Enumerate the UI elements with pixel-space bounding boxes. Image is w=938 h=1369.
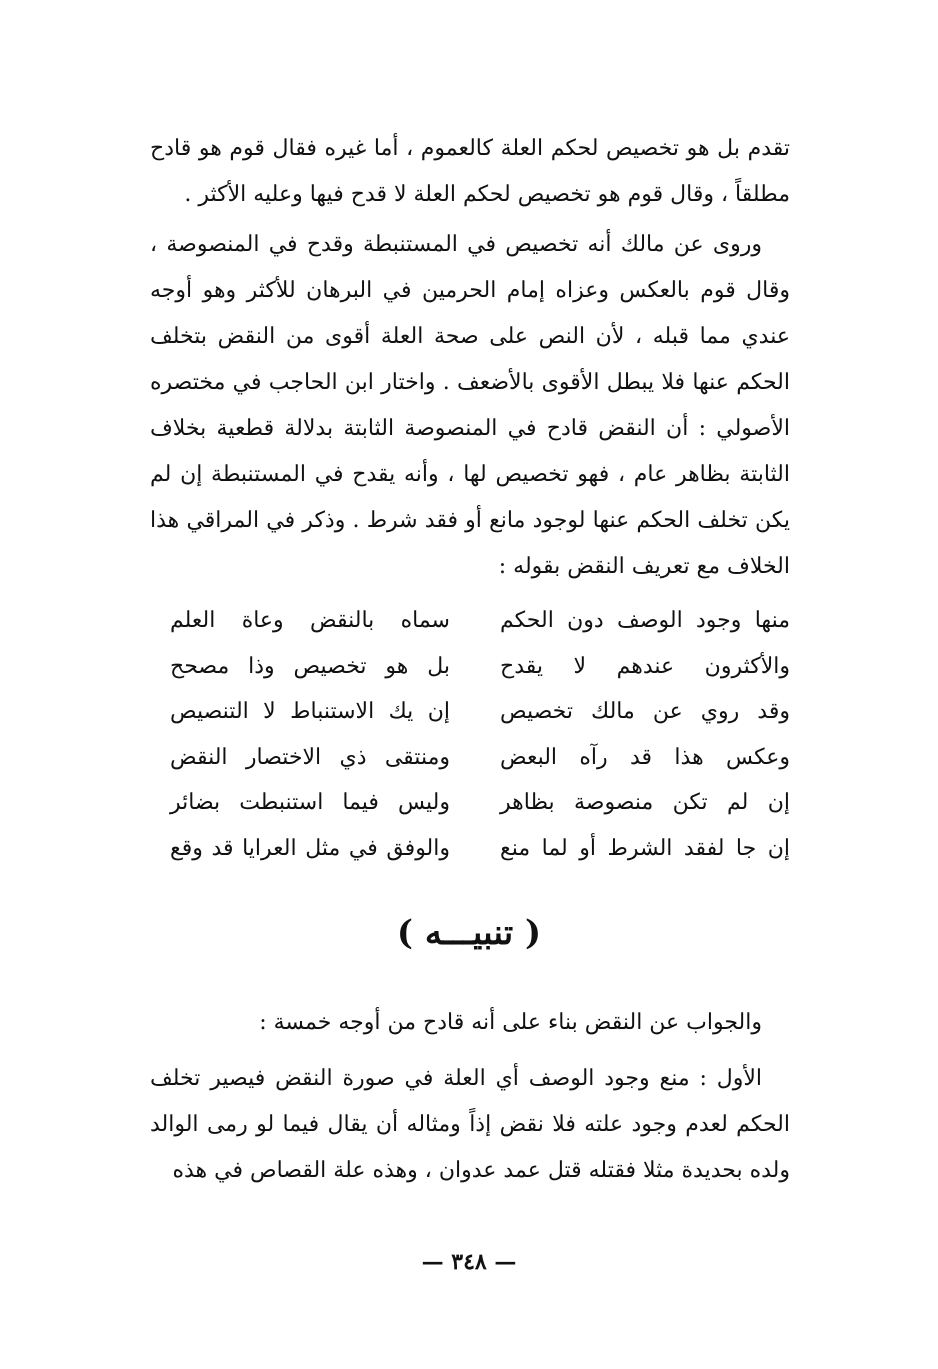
verse-first-hemistich: والأكثرون عندهم لا يقدح: [500, 653, 790, 679]
verse-second-hemistich: إن يك الاستنباط لا التنصيص: [170, 699, 450, 725]
intro-main-paragraph: وروى عن مالك أنه تخصيص في المستنبطة وقدح في المنصوصة ، وقال قوم بالعكس وعزاه إمام الحرمين في البرهان للأكثر وهو أوجه عندي مما قبله ، لأن النص على صحة العلة أقوى من النقض بتخلف الحكم عنها فلا يبطل الأقوى بالأضعف . واختار ابن الحاجب في مختصره الأصولي : أن النقض قادح في المنصوصة الثابتة بدلالة قطعية بخلاف الثابتة بظاهر عام ، فهو تخصيص لها ، وأنه يقدح في المستنبطة إن لم يكن تخلف الحكم عنها لوجود مانع أو فقد شرط . وذكر في المراقي هذا الخلاف مع تعريف النقض بقوله :: [150, 232, 790, 579]
verse-second-hemistich: بل هو تخصيص وذا مصحح: [170, 653, 450, 679]
notice-heading: ( تنبيـــه ): [396, 913, 542, 953]
verse-first-hemistich: منها وجود الوصف دون الحكم: [500, 608, 790, 633]
intro-text-block: [150, 126, 790, 590]
verse-second-hemistich: سماه بالنقض وعاة العلم: [170, 608, 450, 633]
verse-first-hemistich: إن جا لفقد الشرط أو لما منع: [500, 835, 790, 861]
verse-first-hemistich: وقد روي عن مالك تخصيص: [500, 699, 790, 725]
verse-row: [170, 598, 790, 644]
page-number: — ٣٤٨ —: [421, 1249, 517, 1275]
verse-row: [170, 689, 790, 735]
verse-first-hemistich: وعكس هذا قد رآه البعض: [500, 744, 790, 770]
answer-first-paragraph: الأول : منع وجود الوصف أي العلة في صورة النقض فيصير تخلف الحكم لعدم وجود علته فلا نقض إذاً ومثاله أن يقال فيما لو رمى الوالد ولده بحديدة مثلا فقتله قتل عمد عدوان ، وهذه علة القصاص في هذه: [150, 1066, 790, 1183]
verse-row: [170, 735, 790, 781]
verse-second-hemistich: ومنتقى ذي الاختصار النقض: [170, 744, 450, 770]
verse-row: [170, 780, 790, 826]
verse-first-hemistich: إن لم تكن منصوصة بظاهر: [500, 790, 790, 816]
verse-row: [170, 826, 790, 872]
poem-verses: [170, 598, 790, 872]
answer-text-block: [150, 1000, 790, 1194]
answer-intro-paragraph: والجواب عن النقض بناء على أنه قادح من أوجه خمسة :: [259, 1010, 762, 1035]
verse-second-hemistich: وليس فيما استنبطت بضائر: [170, 790, 450, 816]
verse-second-hemistich: والوفق في مثل العرايا قد وقع: [170, 835, 450, 861]
intro-continuation-paragraph: تقدم بل هو تخصيص لحكم العلة كالعموم ، أما غيره فقال قوم هو قادح مطلقاً ، وقال قوم هو تخصيص لحكم العلة لا قدح فيها وعليه الأكثر .: [150, 136, 790, 207]
verse-row: [170, 644, 790, 690]
